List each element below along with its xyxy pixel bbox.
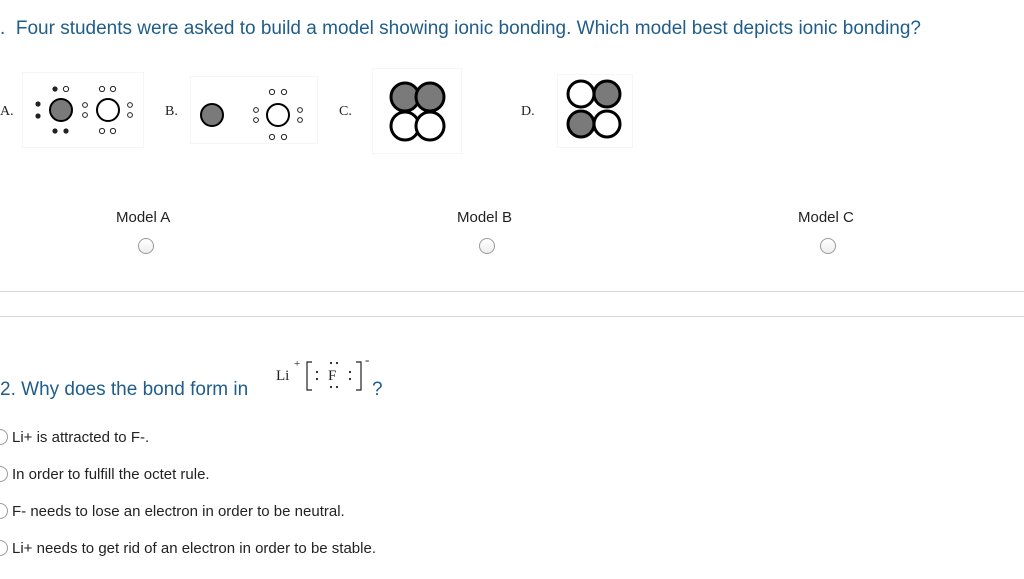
question-1-number: .: [0, 18, 6, 39]
lewis-dot: [336, 386, 338, 388]
answer-2-radio[interactable]: [0, 466, 8, 482]
question-1-text: Four students were asked to build a model showing ionic bonding. Which model best depicts ionic bonding?: [15, 18, 921, 39]
option-model-b-radio[interactable]: [479, 238, 495, 254]
lewis-dot: [349, 371, 351, 373]
question-divider-top: [0, 291, 1024, 292]
lewis-dot: [330, 362, 332, 364]
question-2-title: [0, 379, 248, 401]
model-d-picture: [557, 74, 633, 148]
answer-3-radio[interactable]: [0, 503, 8, 519]
model-letter-a: A.: [0, 104, 14, 119]
question-divider-bottom: [0, 316, 1024, 317]
question-1-title: [0, 18, 921, 40]
model-a-picture: [22, 72, 144, 148]
model-letter-b: B.: [165, 104, 178, 119]
option-model-b-label: Model B: [457, 209, 513, 226]
lewis-cation: Li: [276, 368, 290, 384]
lewis-dot: [316, 371, 318, 373]
lewis-dot: [316, 378, 318, 380]
lewis-left-bracket: [307, 362, 312, 390]
lewis-structure-lif: [272, 350, 376, 400]
lewis-anion-charge: -: [365, 352, 370, 367]
lewis-dot: [330, 386, 332, 388]
question-2-text: Why does the bond form in: [21, 379, 249, 400]
lewis-dot: [336, 362, 338, 364]
model-c-picture: [372, 68, 462, 154]
question-2-number: 2.: [0, 379, 16, 400]
lewis-right-bracket: [356, 362, 361, 390]
lewis-cation-charge: +: [294, 358, 301, 370]
option-model-c-radio[interactable]: [820, 238, 836, 254]
option-model-c-label: Model C: [798, 209, 854, 226]
lewis-dot: [349, 378, 351, 380]
answer-option-2[interactable]: [0, 463, 210, 485]
answer-2-label: In order to fulfill the octet rule.: [12, 465, 210, 483]
model-b-picture: [190, 76, 318, 144]
lewis-anion: F: [328, 368, 337, 384]
answer-option-1[interactable]: [0, 426, 149, 448]
model-illustrations: [0, 68, 640, 152]
answer-3-label: F- needs to lose an electron in order to be neutral.: [12, 502, 345, 520]
answer-option-4[interactable]: [0, 537, 376, 559]
option-model-a-radio[interactable]: [138, 238, 154, 254]
answer-1-radio[interactable]: [0, 429, 8, 445]
model-letter-c: C.: [339, 104, 352, 119]
option-model-a-label: Model A: [116, 209, 171, 226]
answer-4-label: Li+ needs to get rid of an electron in order to be stable.: [12, 539, 376, 557]
answer-1-label: Li+ is attracted to F-.: [12, 428, 150, 446]
question-2-mark: ?: [372, 379, 383, 400]
answer-option-3[interactable]: [0, 500, 345, 522]
answer-4-radio[interactable]: [0, 540, 8, 556]
model-letter-d: D.: [521, 104, 535, 119]
